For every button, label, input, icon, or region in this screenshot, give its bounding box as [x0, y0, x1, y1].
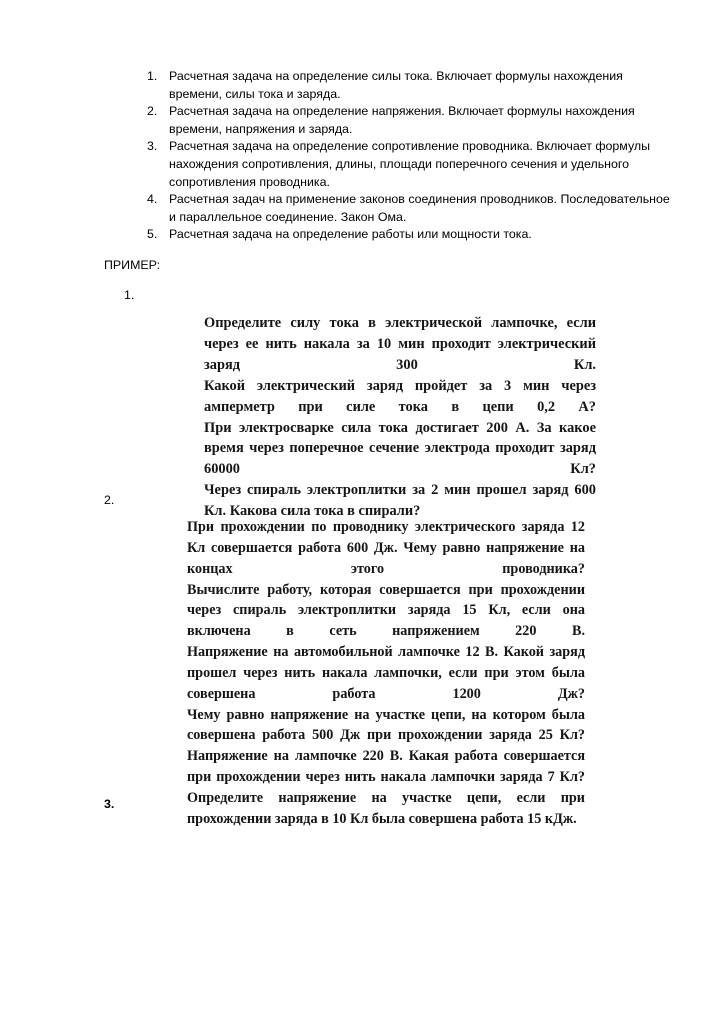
- problem-text: Определите напряжение на участке цепи, если при прохождении заряда в 10 Кл была совершена работа 15 кДж.: [187, 789, 585, 827]
- example-section-number: 1.: [124, 288, 135, 302]
- task-type-list: [138, 68, 678, 244]
- scanned-problems-voltage: [187, 517, 585, 830]
- scanned-problems-current: [204, 313, 596, 522]
- problem-text: При электросварке сила тока достигает 200 А. За какое время через поперечное сечение электрода проходит заряд 60000 Кл?: [204, 419, 596, 478]
- task-number: 1.: [147, 69, 158, 83]
- problem-text: Определите силу тока в электрической лампочке, если через ее нить накала за 10 мин проходит электрический заряд 300 Кл.: [204, 315, 596, 373]
- task-text: Расчетная задача на определение работы или мощности тока.: [169, 227, 532, 242]
- task-number: 2.: [147, 104, 158, 119]
- problem-text: Напряжение на автомобильной лампочке 12 В. Какой заряд прошел через нить накала лампочки, если при этом была совершена работа 1200 Дж?: [187, 644, 585, 702]
- problem-text: При прохождении по проводнику электрического заряда 12 Кл совершается работа 600 Дж. Чему равно напряжение на концах этого проводника?: [187, 519, 585, 577]
- example-section-number: 3.: [104, 797, 115, 811]
- problem-text: Через спираль электроплитки за 2 мин прошел заряд 600 Кл. Какова сила тока в спирали?: [204, 482, 596, 520]
- problem-text: Напряжение на лампочке 220 В. Какая работа совершается при прохождении через нить накала лампочки заряда 7 Кл?: [187, 748, 585, 786]
- task-item: [138, 226, 678, 244]
- task-text: Расчетная задач на применение законов соединения проводников. Последовательное и параллельное соединение. Закон Ома.: [169, 192, 670, 224]
- task-text: Расчетная задача на определение силы тока. Включает формулы нахождения времени, силы тока и заряда.: [169, 69, 623, 101]
- task-number: 5.: [147, 227, 158, 242]
- task-number: 4.: [147, 192, 158, 207]
- task-text: Расчетная задача на определение напряжения. Включает формулы нахождения времени, напряжения и заряда.: [169, 104, 635, 136]
- problem-text: Чему равно напряжение на участке цепи, на котором была совершена работа 500 Дж при прохождении заряда 25 Кл?: [187, 706, 585, 744]
- example-section-number: 2.: [104, 493, 115, 507]
- problem-text: Вычислите работу, которая совершается при прохождении через спираль электроплитки заряда 15 Кл, если она включена в сеть напряжением 220 В.: [187, 581, 585, 640]
- task-text: Расчетная задача на определение сопротивление проводника. Включает формулы нахождения сопротивления, длины, площади поперечного сечения и удельного сопротивления проводника.: [169, 139, 651, 189]
- task-item: [138, 138, 678, 191]
- task-item: [138, 191, 678, 226]
- task-item: [138, 103, 678, 138]
- task-item: [138, 68, 678, 103]
- task-number: 3.: [147, 139, 158, 154]
- problem-text: Какой электрический заряд пройдет за 3 мин через амперметр при силе тока в цепи 0,2 А?: [204, 377, 596, 415]
- example-heading: ПРИМЕР:: [104, 258, 161, 272]
